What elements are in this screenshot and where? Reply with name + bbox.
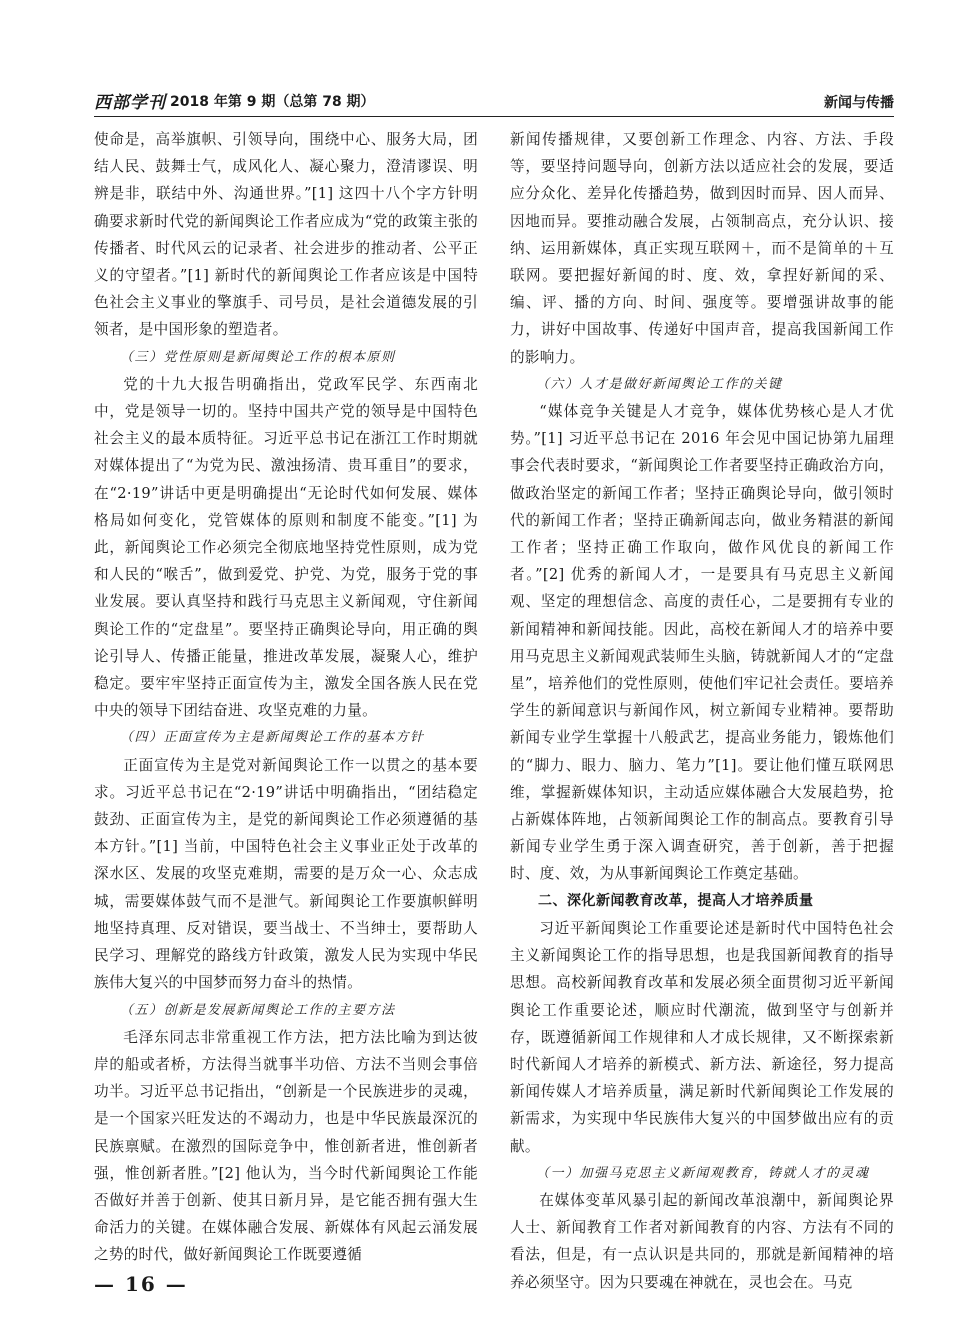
paragraph: 习近平新闻舆论工作重要论述是新时代中国特色社会主义新闻舆论工作的指导思想，也是我国新闻教育的指导思想。高校新闻教育改革和发展必须全面贯彻习近平新闻舆论工作重要论述，顺应时代潮流，做到坚守与创新并存，既遵循新闻工作规律和人才成长规律，又不断探索新时代新闻人才培养的新模式、新方法、新途径，努力提高新闻传媒人才培养质量，满足新时代新闻舆论工作发展的新需求，为实现中华民族伟大复兴的中国梦做出应有的贡献。 (510, 919, 894, 1155)
page-number: — 16 — (94, 1272, 188, 1296)
article-body (94, 126, 894, 1291)
subheading: （五）创新是发展新闻舆论工作的主要方法 (120, 1002, 396, 1018)
paragraph: 新闻传播规律，又要创新工作理念、内容、方法、手段等，要坚持问题导向，创新方法以适应社会的发展，要适应分众化、差异化传播趋势，做到因时而异、因人而异、因地而异。要推动融合发展，占领制高点，充分认识、接纳、运用新媒体，真正实现互联网＋，而不是简单的＋互联网。要把握好新闻的时、度、效，拿捏好新闻的采、编、评、播的方向、时间、强度等。要增强讲故事的能力，讲好中国故事、传递好中国声音，提高我国新闻工作的影响力。 (510, 131, 894, 366)
subheading: （四）正面宣传为主是新闻舆论工作的基本方针 (120, 730, 425, 746)
page-header (94, 86, 894, 117)
section-heading: 二、深化新闻教育改革，提高人才培养质量 (538, 892, 814, 909)
issue-info: 2018 年第 9 期（总第 78 期） (170, 94, 375, 110)
left-column (94, 126, 478, 1264)
journal-logo: 西部学刊 (94, 93, 166, 113)
paragraph: 党的十九大报告明确指出，党政军民学、东西南北中，党是领导一切的。坚持中国共产党的领导是中国特色社会主义的最本质特征。习近平总书记在浙江工作时期就对媒体提出了“为党为民、激浊扬清、贵耳重目”的要求，在“2·19”讲话中更是明确提出“无论时代如何发展、媒体格局如何变化，党管媒体的原则和制度不能变。”[1] 为此，新闻舆论工作必须完全彻底地坚持党性原则，成为党和人民的“喉舌”，做到爱党、护党、为党，服务于党的事业发展。要认真坚持和践行马克思主义新闻观，守住新闻舆论工作的“定盘星”。要坚持正确舆论导向，用正确的舆论引导人、传播正能量，推进改革发展，凝聚人心，维护稳定。要牢牢坚持正面宣传为主，激发全国各族人民在党中央的领导下团结奋进、攻坚克难的力量。 (94, 375, 478, 720)
right-column (510, 126, 894, 1291)
subheading: （三）党性原则是新闻舆论工作的根本原则 (120, 349, 396, 365)
paragraph: 毛泽东同志非常重视工作方法，把方法比喻为到达彼岸的船或者桥，方法得当就事半功倍、方法不当则会事倍功半。习近平总书记指出，“创新是一个民族进步的灵魂，是一个国家兴旺发达的不竭动力，也是中华民族最深沉的民族禀赋。在激烈的国际竞争中，惟创新者进，惟创新者强，惟创新者胜。”[2] 他认为，当今时代新闻舆论工作能否做好并善于创新、使其日新月异，是它能否拥有强大生命活力的关键。在媒体融合发展、新媒体有风起云涌发展之势的时代，做好新闻舆论工作既要遵循 (94, 1028, 478, 1264)
section-name: 新闻与传播 (824, 95, 894, 111)
subheading: （六）人才是做好新闻舆论工作的关键 (536, 376, 783, 392)
subheading: （一）加强马克思主义新闻观教育，铸就人才的灵魂 (536, 1165, 870, 1181)
paragraph: 正面宣传为主是党对新闻舆论工作一以贯之的基本要求。习近平总书记在“2·19”讲话中明确指出，“团结稳定鼓劲、正面宣传为主，是党的新闻舆论工作必须遵循的基本方针。”[1] 当前，中国特色社会主义事业正处于改革的深水区、发展的攻坚克难期，需要的是万众一心、众志成城，需要媒体鼓气而不是泄气。新闻舆论工作要旗帜鲜明地坚持真理、反对错误，要当战士、不当绅士，要帮助人民学习、理解党的路线方针政策，激发人民为实现中华民族伟大复兴的中国梦而努力奋斗的热情。 (94, 756, 478, 992)
paragraph: 在媒体变革风暴引起的新闻改革浪潮中，新闻舆论界人士、新闻教育工作者对新闻教育的内容、方法有不同的看法，但是，有一点认识是共同的，那就是新闻精神的培养必须坚守。因为只要魂在神就在，灵也会在。马克 (510, 1191, 894, 1291)
paragraph: 使命是，高举旗帜、引领导向，围绕中心、服务大局，团结人民、鼓舞士气，成风化人、凝心聚力，澄清谬误、明辨是非，联结中外、沟通世界。”[1] 这四十八个字方针明确要求新时代党的新闻舆论工作者应成为“党的政策主张的传播者、时代风云的记录者、社会进步的推动者、公平正义的守望者。”[1] 新时代的新闻舆论工作者应该是中国特色社会主义事业的擎旗手、司号员，是社会道德发展的引领者，是中国形象的塑造者。 (94, 131, 478, 339)
paragraph: “媒体竞争关键是人才竞争，媒体优势核心是人才优势。”[1] 习近平总书记在 2016 年会见中国记协第九届理事会代表时要求，“新闻舆论工作者要坚持正确政治方向，做政治坚定的新闻工作者；坚持正确舆论导向，做引领时代的新闻工作者；坚持正确新闻志向，做业务精湛的新闻工作者；坚持正确工作取向，做作风优良的新闻工作者。”[2] 优秀的新闻人才，一是要具有马克思主义新闻观、坚定的理想信念、高度的责任心，二是要拥有专业的新闻精神和新闻技能。因此，高校在新闻人才的培养中要用马克思主义新闻观武装师生头脑，铸就新闻人才的“定盘星”，培养他们的党性原则，使他们牢记社会责任。要培养学生的新闻意识与新闻作风，树立新闻专业精神。要帮助新闻专业学生掌握十八般武艺，提高业务能力，锻炼他们的“脚力、眼力、脑力、笔力”[1]。要让他们懂互联网思维，掌握新媒体知识，主动适应媒体融合大发展趋势，抢占新媒体阵地，占领新闻舆论工作的制高点。要教育引导新闻专业学生勇于深入调查研究，善于创新，善于把握时、度、效，为从事新闻舆论工作奠定基础。 (510, 403, 894, 883)
